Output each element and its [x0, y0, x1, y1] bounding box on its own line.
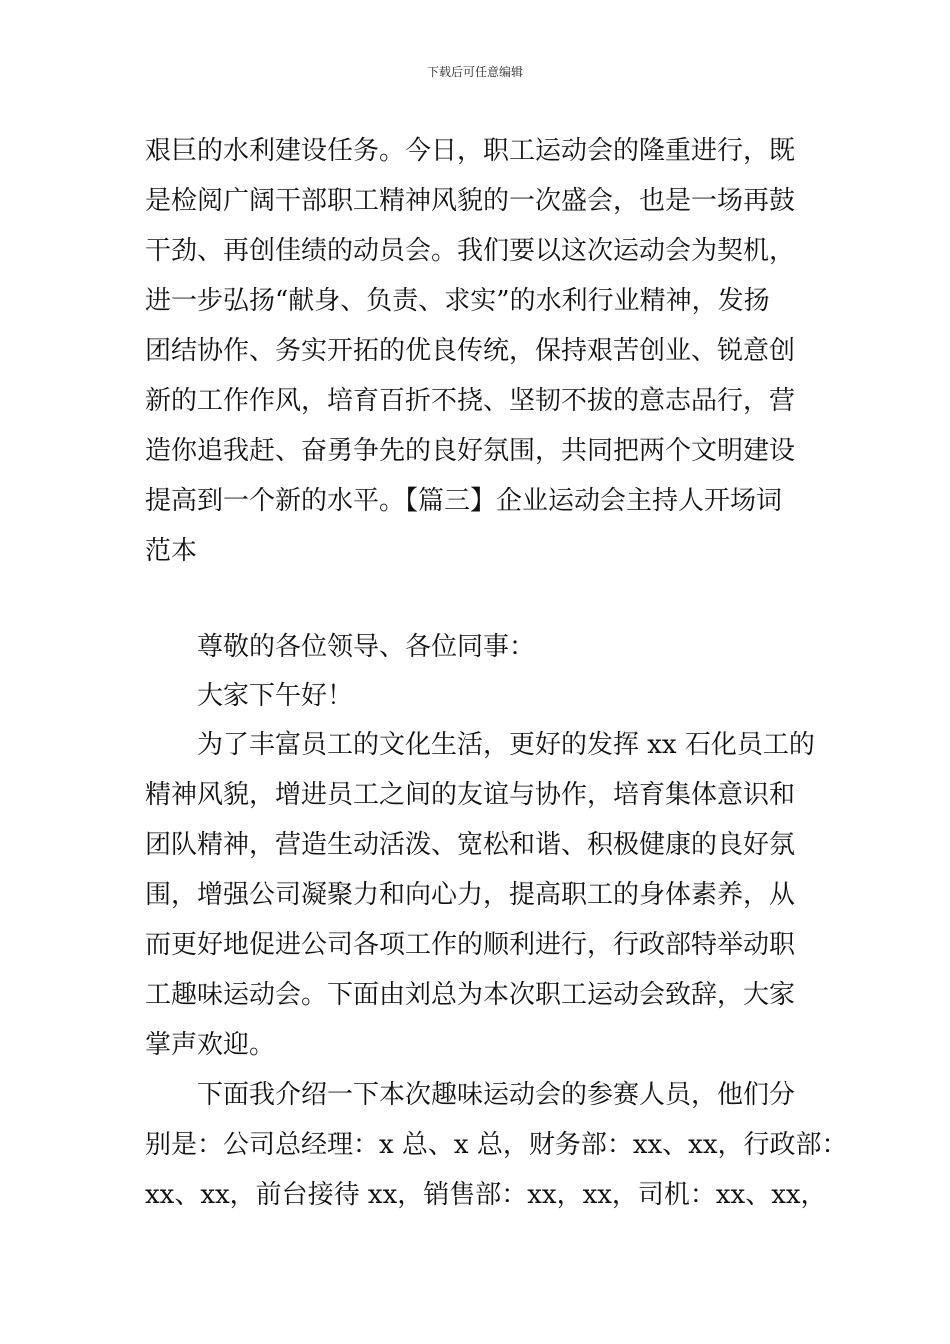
section-spacer [145, 576, 815, 622]
text-line: 范本 [145, 536, 198, 566]
text-line: xx、xx，前台接待 xx，销售部：xx，xx，司机：xx、xx， [145, 1180, 827, 1210]
text-line: 艰巨的水利建设任务。今日，职工运动会的隆重进行，既 [145, 136, 796, 166]
text-line: 新的工作作风，培育百折不挠、坚韧不拔的意志品行，营 [145, 386, 796, 416]
text-line: 为了丰富员工的文化生活，更好的发挥 xx 石化员工的 [197, 730, 815, 760]
text-line: 干劲、再创佳绩的动员会。我们要以这次运动会为契机， [145, 236, 796, 266]
greeting-line: 尊敬的各位领导、各位同事： [197, 632, 536, 662]
text-line: 工趣味运动会。下面由刘总为本次职工运动会致辞，大家 [145, 980, 796, 1010]
text-line: 下面我介绍一下本次趣味运动会的参赛人员，他们分 [197, 1080, 796, 1110]
text-line: 掌声欢迎。 [145, 1030, 276, 1060]
opening-paragraph [145, 720, 815, 1070]
section-one-paragraph [145, 126, 815, 576]
text-line: 提高到一个新的水平。【篇三】企业运动会主持人开场词 [145, 486, 783, 516]
text-line: 而更好地促进公司各项工作的顺利进行，行政部特举动职 [145, 930, 796, 960]
participants-paragraph [145, 1070, 848, 1220]
document-body [145, 126, 848, 1220]
text-line: 团结协作、务实开拓的优良传统，保持艰苦创业、锐意创 [145, 336, 796, 366]
text-line: 别是：公司总经理：x 总、x 总，财务部：xx、xx，行政部： [145, 1130, 848, 1160]
text-line: 精神风貌，增进员工之间的友谊与协作，培育集体意识和 [145, 780, 796, 810]
text-line: 围，增强公司凝聚力和向心力，提高职工的身体素养，从 [145, 880, 796, 910]
text-line: 造你追我赶、奋勇争先的良好氛围，共同把两个文明建设 [145, 436, 796, 466]
text-line: 是检阅广阔干部职工精神风貌的一次盛会，也是一场再鼓 [145, 186, 796, 216]
text-line: 团队精神，营造生动活泼、宽松和谐、积极健康的良好氛 [145, 830, 796, 860]
text-line: 进一步弘扬“献身、负责、求实”的水利行业精神，发扬 [145, 286, 770, 316]
salutation-line: 大家下午好！ [197, 681, 354, 711]
page-header: 下载后可任意编辑 [426, 65, 523, 79]
